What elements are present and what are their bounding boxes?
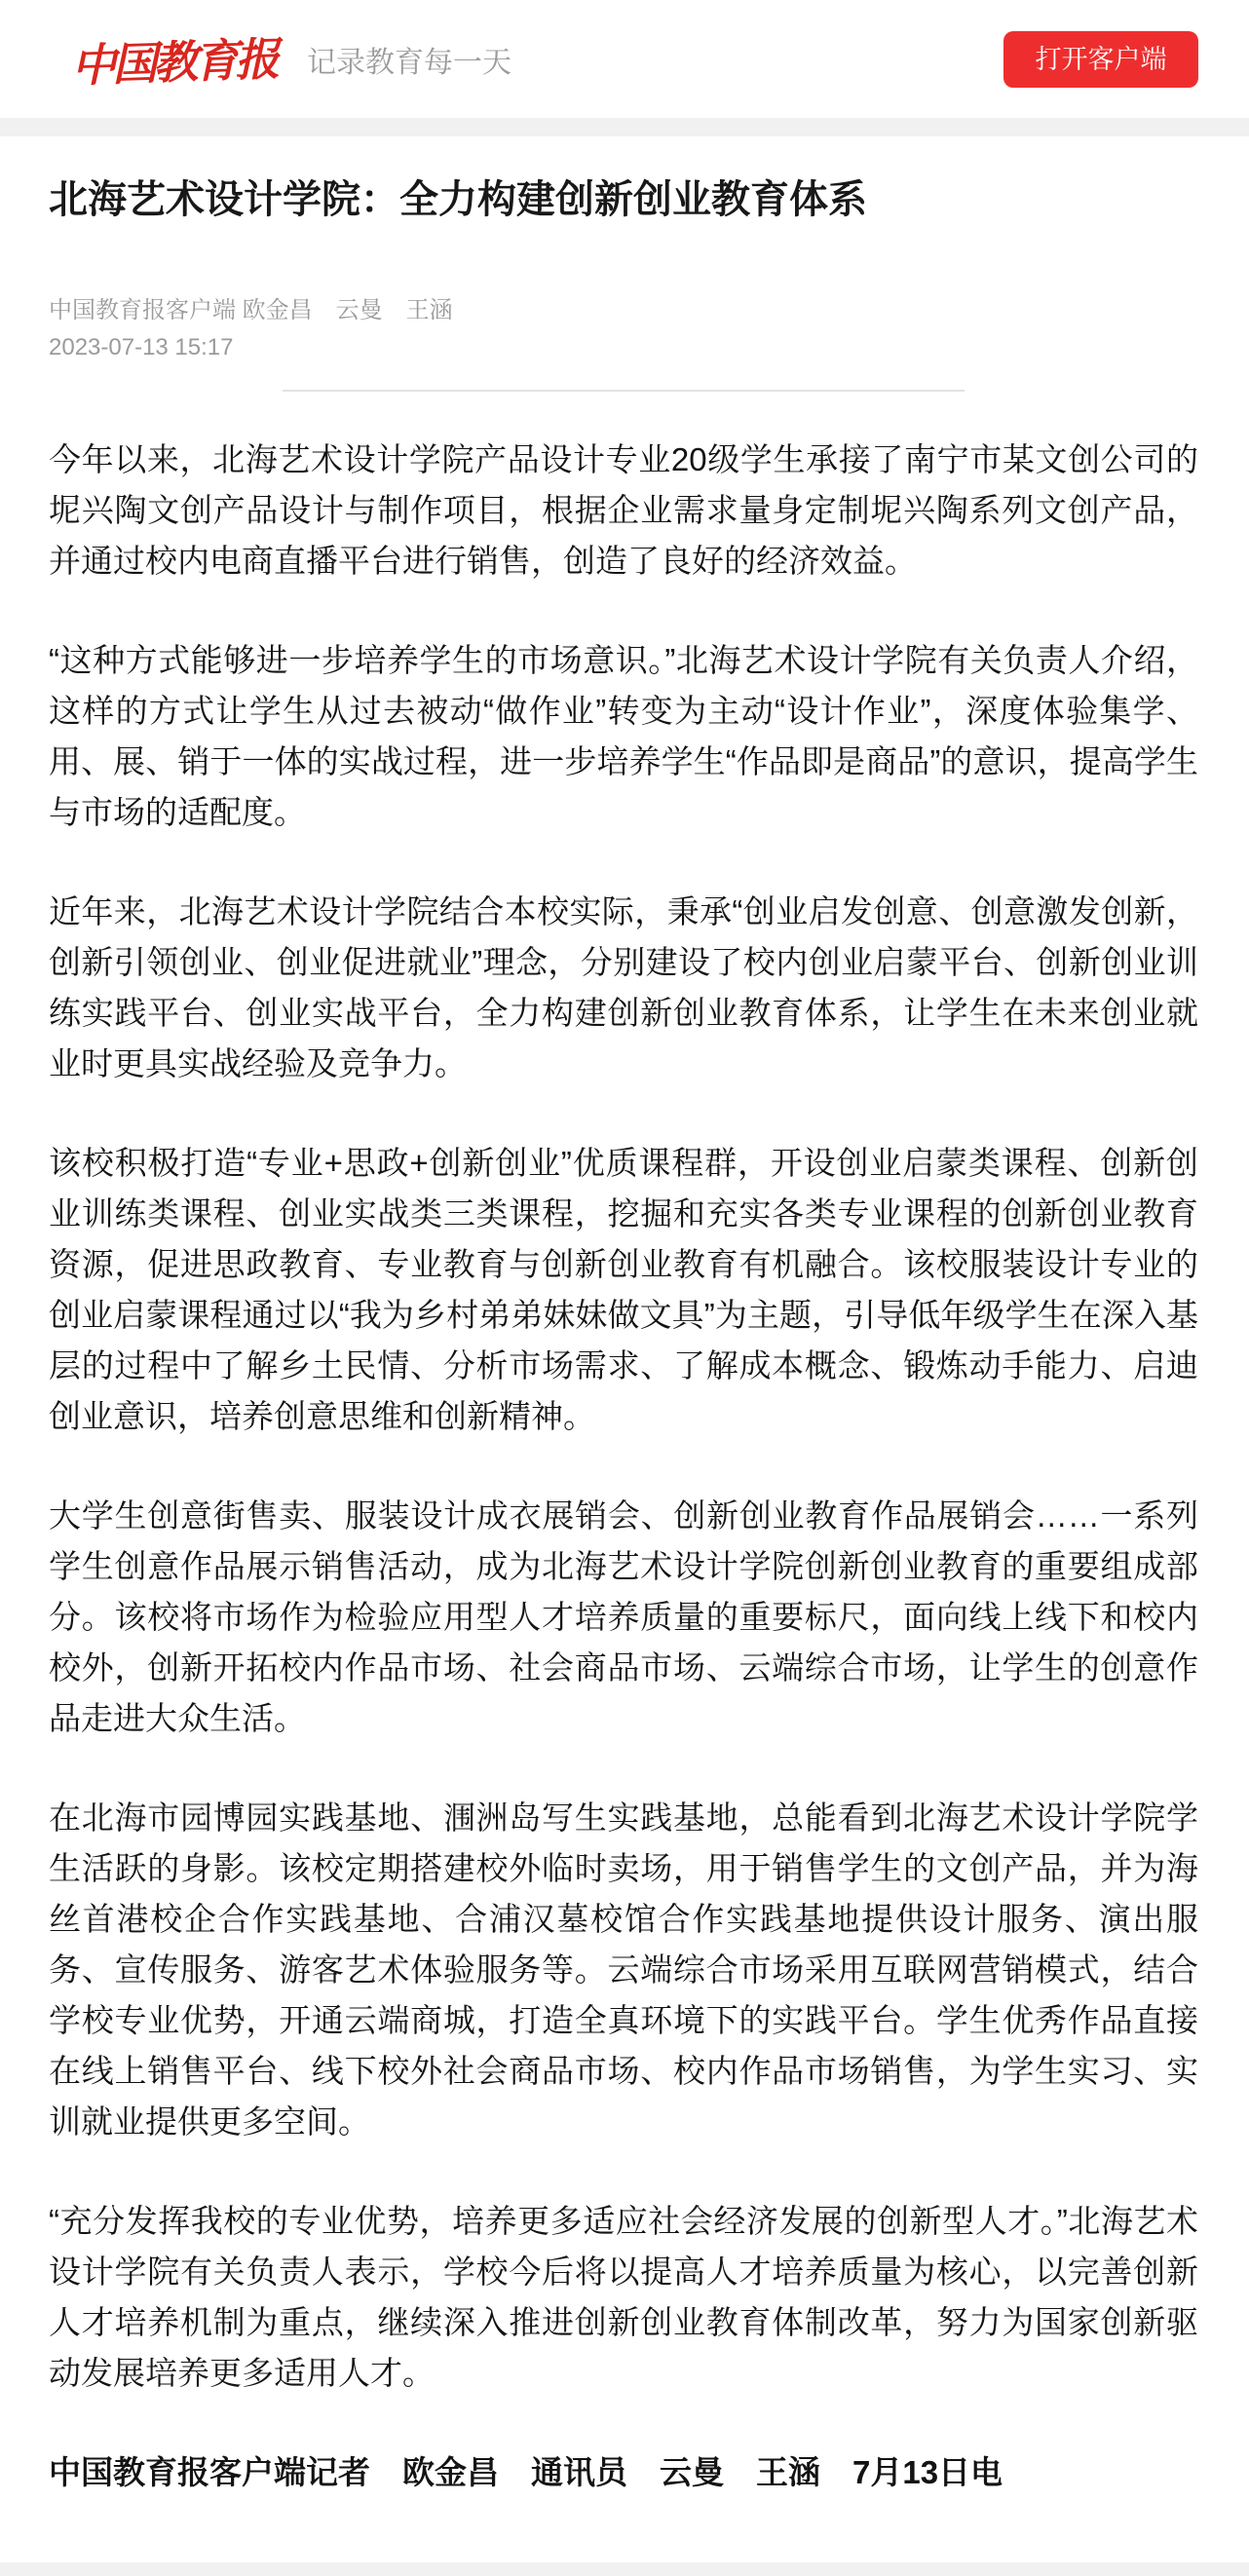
article-paragraph: “充分发挥我校的专业优势，培养更多适应社会经济发展的创新型人才。”北海艺术设计学院有关负责人表示，学校今后将以提高人才培养质量为核心，以完善创新人才培养机制为重点，继续深入推进创新创业教育体制改革，努力为国家创新驱动发展培养更多适用人才。: [49, 2203, 1198, 2391]
article-byline: 中国教育报客户端记者 欧金昌 通讯员 云曼 王涵 7月13日电: [49, 2454, 1003, 2490]
footer-strip: [0, 2562, 1249, 2576]
article-meta: [49, 292, 1198, 366]
article-paragraph: 在北海市园博园实践基地、涠洲岛写生实践基地，总能看到北海艺术设计学院学生活跃的身影。该校定期搭建校外临时卖场，用于销售学生的文创产品，并为海丝首港校企合作实践基地、合浦汉墓校馆合作实践基地提供设计服务、演出服务、宣传服务、游客艺术体验服务等。云端综合市场采用互联网营销模式，结合学校专业优势，开通云端商城，打造全真环境下的实践平台。学生优秀作品直接在线上销售平台、线下校外社会商品市场、校内作品市场销售，为学生实习、实训就业提供更多空间。: [49, 1799, 1198, 2140]
brand-logo[interactable]: 中国教育报: [70, 31, 277, 93]
article: [0, 175, 1249, 2498]
article-paragraph: 大学生创意街售卖、服装设计成衣展销会、创新创业教育作品展销会……一系列学生创意作品展示销售活动，成为北海艺术设计学院创新创业教育的重要组成部分。该校将市场作为检验应用型人才培养质量的重要标尺，面向线上线下和校内校外，创新开拓校内作品市场、社会商品市场、云端综合市场，让学生的创意作品走进大众生活。: [49, 1497, 1198, 1736]
article-paragraph: 近年来，北海艺术设计学院结合本校实际，秉承“创业启发创意、创意激发创新，创新引领创业、创业促进就业”理念，分别建设了校内创业启蒙平台、创新创业训练实践平台、创业实战平台，全力构建创新创业教育体系，让学生在未来创业就业时更具实战经验及竞争力。: [49, 893, 1198, 1081]
open-app-button[interactable]: 打开客户端: [1003, 31, 1198, 88]
article-paragraph: 今年以来，北海艺术设计学院产品设计专业20级学生承接了南宁市某文创公司的坭兴陶文创产品设计与制作项目，根据企业需求量身定制坭兴陶系列文创产品，并通过校内电商直播平台进行销售，创造了良好的经济效益。: [49, 441, 1198, 579]
article-body: [49, 435, 1198, 2498]
article-paragraph: 该校积极打造“专业+思政+创新创业”优质课程群，开设创业启蒙类课程、创新创业训练类课程、创业实战类三类课程，挖掘和充实各类专业课程的创新创业教育资源，促进思政教育、专业教育与创新创业教育有机融合。该校服装设计专业的创业启蒙课程通过以“我为乡村弟弟妹妹做文具”为主题，引导低年级学生在深入基层的过程中了解乡土民情、分析市场需求、了解成本概念、锻炼动手能力、启迪创业意识，培养创意思维和创新精神。: [49, 1145, 1198, 1434]
article-publish-time: 2023-07-13 15:17: [49, 334, 234, 360]
article-source-authors: 中国教育报客户端 欧金昌 云曼 王涵: [49, 297, 453, 323]
header-divider-band: [0, 118, 1249, 136]
brand-tagline: 记录教育每一天: [307, 46, 511, 79]
page-header: [0, 0, 1249, 118]
article-title: 北海艺术设计学院：全力构建创新创业教育体系: [49, 178, 867, 221]
article-paragraph: “这种方式能够进一步培养学生的市场意识。”北海艺术设计学院有关负责人介绍，这样的方式让学生从过去被动“做作业”转变为主动“设计作业”，深度体验集学、用、展、销于一体的实战过程，进一步培养学生“作品即是商品”的意识，提高学生与市场的适配度。: [49, 642, 1198, 830]
meta-divider: [283, 390, 965, 392]
